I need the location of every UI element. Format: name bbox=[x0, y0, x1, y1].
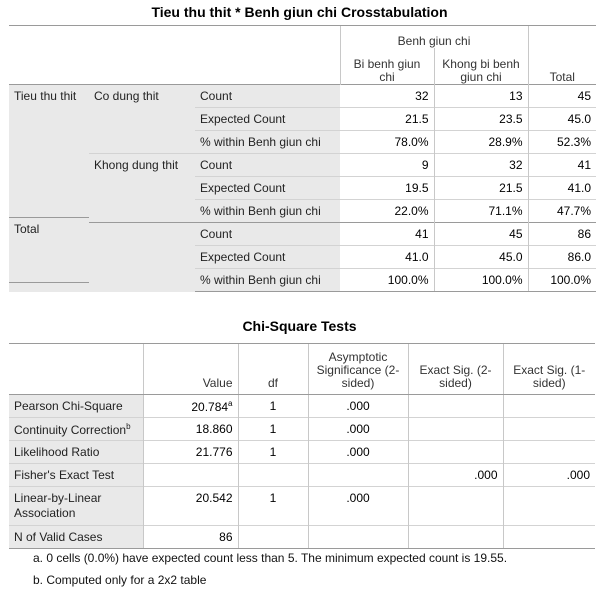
cell-col2: 100.0% bbox=[434, 269, 528, 292]
stat-label: Expected Count bbox=[195, 246, 340, 269]
cell-total: 41.0 bbox=[528, 177, 596, 200]
table-row bbox=[9, 464, 595, 487]
chisq-header-row bbox=[9, 344, 595, 395]
table-row bbox=[9, 418, 595, 441]
cell-asym: .000 bbox=[308, 441, 408, 464]
group1-label: Co dung thit bbox=[89, 85, 195, 154]
crosstab-title: Tieu thu thit * Benh giun chi Crosstabulation bbox=[151, 4, 448, 20]
table-row bbox=[9, 85, 596, 108]
cell-exact1 bbox=[503, 418, 595, 441]
test-label: Continuity Correction$^b$ bbox=[9, 418, 143, 441]
cell-total: 86 bbox=[528, 223, 596, 246]
cell-col1: 100.0% bbox=[340, 269, 434, 292]
cell-col1: 32 bbox=[340, 85, 434, 108]
exact2-header: Exact Sig. (2-sided) bbox=[408, 344, 503, 395]
cell-df bbox=[238, 526, 308, 549]
df-header: df bbox=[238, 344, 308, 395]
cell-value: 20.784$^a$ bbox=[143, 395, 238, 418]
cell-exact2 bbox=[408, 418, 503, 441]
cell-asym bbox=[308, 526, 408, 549]
cell-total: 100.0% bbox=[528, 269, 596, 292]
cell-col1: 9 bbox=[340, 154, 434, 177]
cell-asym: .000 bbox=[308, 418, 408, 441]
total-block-label bbox=[9, 217, 89, 283]
col-total-header: Total bbox=[528, 26, 596, 85]
cell-col2: 28.9% bbox=[434, 131, 528, 154]
stat-label: % within Benh giun chi bbox=[195, 131, 340, 154]
test-label: Likelihood Ratio bbox=[9, 441, 143, 464]
test-label: Pearson Chi-Square bbox=[9, 395, 143, 418]
cell-col2: 45.0 bbox=[434, 246, 528, 269]
cell-asym bbox=[308, 464, 408, 487]
cell-col1: 41 bbox=[340, 223, 434, 246]
cell-df: 1 bbox=[238, 487, 308, 526]
stat-label: Expected Count bbox=[195, 177, 340, 200]
crosstab-header-group-row bbox=[9, 26, 596, 49]
cell-exact2 bbox=[408, 487, 503, 526]
col2-header: Khong bi benh giun chi bbox=[434, 48, 528, 85]
footnote-b: b. Computed only for a 2x2 table bbox=[33, 573, 207, 587]
total-row-spacer bbox=[89, 223, 195, 292]
cell-asym: .000 bbox=[308, 395, 408, 418]
table-row bbox=[9, 154, 596, 177]
cell-col1: 78.0% bbox=[340, 131, 434, 154]
cell-asym: .000 bbox=[308, 487, 408, 526]
group2-label: Khong dung thit bbox=[89, 154, 195, 223]
cell-exact2 bbox=[408, 526, 503, 549]
row-var-label: Tieu thu thit bbox=[9, 85, 89, 292]
test-label: N of Valid Cases bbox=[9, 526, 143, 549]
cell-value: 86 bbox=[143, 526, 238, 549]
table-row bbox=[9, 487, 595, 526]
cell-total: 47.7% bbox=[528, 200, 596, 223]
cell-value: 18.860 bbox=[143, 418, 238, 441]
cell-col2: 32 bbox=[434, 154, 528, 177]
cell-df: 1 bbox=[238, 418, 308, 441]
cell-df: 1 bbox=[238, 395, 308, 418]
cell-col1: 21.5 bbox=[340, 108, 434, 131]
cell-exact1 bbox=[503, 395, 595, 418]
crosstab-table bbox=[9, 25, 596, 292]
chisq-table bbox=[9, 343, 595, 549]
stat-label: Count bbox=[195, 154, 340, 177]
cell-col2: 23.5 bbox=[434, 108, 528, 131]
table-row bbox=[9, 441, 595, 464]
cell-exact1: .000 bbox=[503, 464, 595, 487]
cell-value: 21.776 bbox=[143, 441, 238, 464]
cell-exact1 bbox=[503, 487, 595, 526]
cell-col2: 45 bbox=[434, 223, 528, 246]
cell-total: 41 bbox=[528, 154, 596, 177]
table-row bbox=[9, 395, 595, 418]
exact1-header: Exact Sig. (1-sided) bbox=[503, 344, 595, 395]
cell-df: 1 bbox=[238, 441, 308, 464]
table-row bbox=[9, 526, 595, 549]
cell-total: 45 bbox=[528, 85, 596, 108]
chisq-title: Chi-Square Tests bbox=[242, 318, 357, 334]
cell-col2: 21.5 bbox=[434, 177, 528, 200]
cell-total: 45.0 bbox=[528, 108, 596, 131]
cell-exact2 bbox=[408, 395, 503, 418]
stat-label: % within Benh giun chi bbox=[195, 200, 340, 223]
cell-exact1 bbox=[503, 441, 595, 464]
cell-col2: 71.1% bbox=[434, 200, 528, 223]
cell-col1: 41.0 bbox=[340, 246, 434, 269]
stat-label: Count bbox=[195, 85, 340, 108]
cell-col2: 13 bbox=[434, 85, 528, 108]
cell-exact2 bbox=[408, 441, 503, 464]
col-group-header: Benh giun chi bbox=[340, 26, 528, 49]
value-header: Value bbox=[143, 344, 238, 395]
total-label: Total bbox=[14, 222, 40, 236]
stat-label: Count bbox=[195, 223, 340, 246]
cell-value bbox=[143, 464, 238, 487]
stat-label: Expected Count bbox=[195, 108, 340, 131]
cell-col1: 19.5 bbox=[340, 177, 434, 200]
footnote-a: a. 0 cells (0.0%) have expected count less than 5. The minimum expected count is 19.55. bbox=[33, 551, 508, 565]
cell-exact1 bbox=[503, 526, 595, 549]
cell-df bbox=[238, 464, 308, 487]
cell-total: 52.3% bbox=[528, 131, 596, 154]
table-row bbox=[9, 223, 596, 246]
asym-header: Asymptotic Significance (2-sided) bbox=[308, 344, 408, 395]
test-label: Fisher's Exact Test bbox=[9, 464, 143, 487]
stat-label: % within Benh giun chi bbox=[195, 269, 340, 292]
cell-col1: 22.0% bbox=[340, 200, 434, 223]
col1-header: Bi benh giun chi bbox=[340, 48, 434, 85]
cell-value: 20.542 bbox=[143, 487, 238, 526]
cell-exact2: .000 bbox=[408, 464, 503, 487]
cell-total: 86.0 bbox=[528, 246, 596, 269]
test-label: Linear-by-Linear Association bbox=[9, 487, 143, 526]
